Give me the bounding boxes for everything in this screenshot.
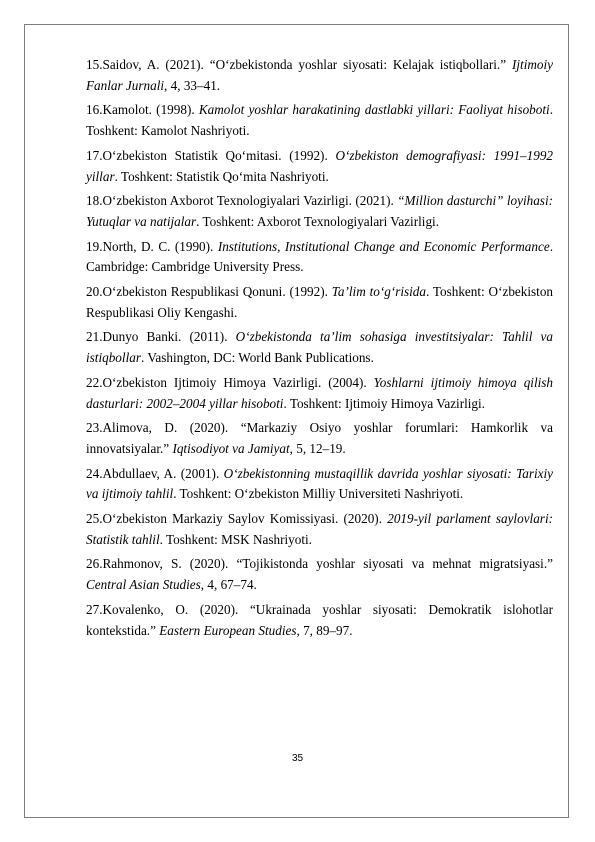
reference-item: 19.North, D. C. (1990). Institutions, Institutional Change and Economic Performance. Cambridge: Cambridge University Press. [86,238,553,275]
reference-item: 17.O‘zbekiston Statistik Qo‘mitasi. (1992). O‘zbekiston demografiyasi: 1991–1992 yillar. Toshkent: Statistik Qo‘mita Nashriyoti. [86,147,554,184]
reference-item: 22.O‘zbekiston Ijtimoiy Himoya Vazirligi. (2004). Yoshlarni ijtimoiy himoya qilish dasturlari: 2002–2004 yillar hisoboti. Toshkent: Ijtimoiy Himoya Vazirligi. [86,374,554,411]
reference-item: 20.O‘zbekiston Respublikasi Qonuni. (1992). Ta’lim to‘g‘risida. Toshkent: O‘zbekiston Respublikasi Oliy Kengashi. [86,284,554,320]
reference-item: 25.O‘zbekiston Markaziy Saylov Komissiyasi. (2020). 2019-yil parlament saylovlari: Statistik tahlil. Toshkent: MSK Nashriyoti. [86,511,553,547]
reference-list [86,55,553,645]
page-number: 35 [291,753,304,764]
reference-item: 24.Abdullaev, A. (2001). O‘zbekistonning mustaqillik davrida yoshlar siyosati: Tarixiy va ijtimoiy tahlil. Toshkent: O‘zbekiston Milliy Universiteti Nashriyoti. [86,465,553,502]
reference-item: 21.Dunyo Banki. (2011). O‘zbekistonda ta’lim sohasiga investitsiyalar: Tahlil va istiqbollar. Vashington, DC: World Bank Publications. [86,329,553,366]
reference-item: 27.Kovalenko, O. (2020). “Ukrainada yoshlar siyosati: Demokratik islohotlar kontekstida.” Eastern European Studies, 7, 89–97. [86,601,553,638]
reference-item: 26.Rahmonov, S. (2020). “Tojikistonda yoshlar siyosati va mehnat migratsiyasi.” Central Asian Studies, 4, 67–74. [86,556,553,593]
reference-item: 15.Saidov, A. (2021). “O‘zbekistonda yoshlar siyosati: Kelajak istiqbollari.” Ijtimoiy Fanlar Jurnali, 4, 33–41. [86,57,553,93]
reference-item: 18.O‘zbekiston Axborot Texnologiyalari Vazirligi. (2021). “Million dasturchi” loyihasi: Yutuqlar va natijalar. Toshkent: Axborot Texnologiyalari Vazirligi. [86,193,553,229]
reference-item: 23.Alimova, D. (2020). “Markaziy Osiyo yoshlar forumlari: Hamkorlik va innovatsiyalar.” Iqtisodiyot va Jamiyat, 5, 12–19. [86,420,553,456]
reference-item: 16.Kamolot. (1998). Kamolot yoshlar harakatining dastlabki yillari: Faoliyat hisoboti. Toshkent: Kamolot Nashriyoti. [86,102,553,139]
